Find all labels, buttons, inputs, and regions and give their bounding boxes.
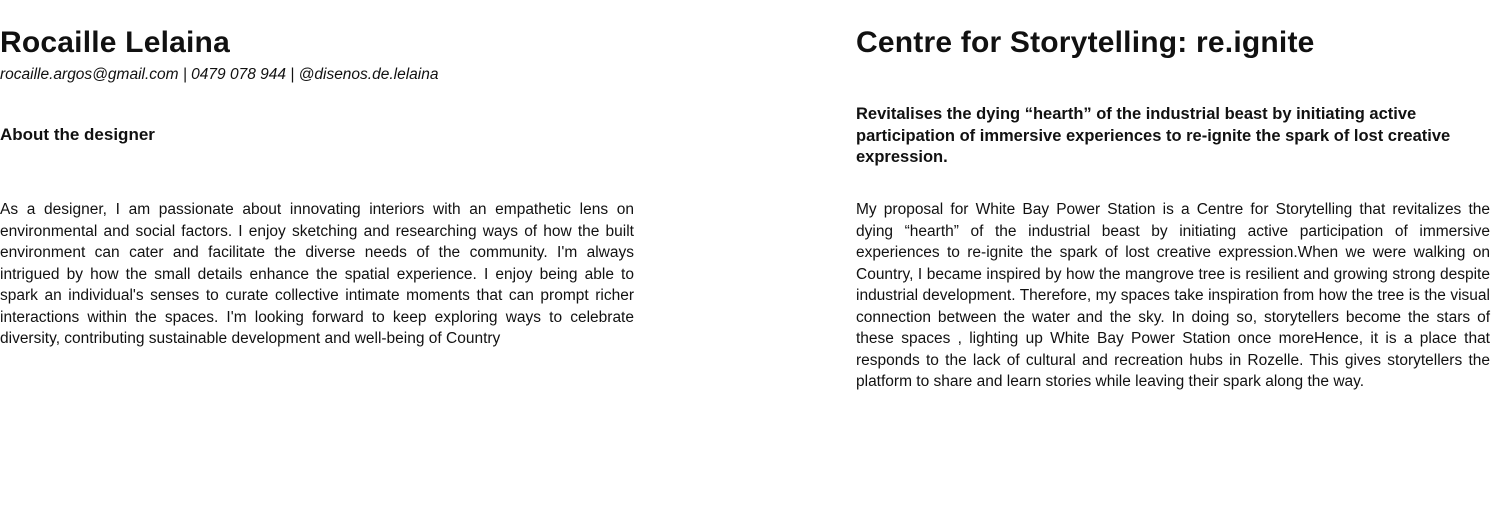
project-body: My proposal for White Bay Power Station is a Centre for Storytelling that revitalizes the dying “hearth” of the industrial beast by initiating active participation of immersive experiences to re-ignite the spark of lost creative expression.When we were walking on Country, I became inspired by how the mangrove tree is resilient and growing strong despite industrial development. Therefore, my spaces take inspiration from how the tree is the visual connection between the water and the sky. In doing so, storytellers become the stars of these spaces , lighting up White Bay Power Station once moreHence, it is a place that responds to the lack of cultural and recreation hubs in Rozelle. This gives storytellers the platform to share and learn stories while leaving their spark along the way. bbox=[856, 201, 1490, 390]
designer-name: Rocaille Lelaina bbox=[0, 26, 230, 59]
about-body: As a designer, I am passionate about innovating interiors with an empathetic lens on environmental and social factors. I enjoy sketching and researching ways of how the built environment can cater and facilitate the diverse needs of the community. I'm always intrigued by how the small details enhance the spatial experience. I enjoy being able to spark an individual's senses to curate collective intimate moments that can prompt richer interactions within the spaces. I'm looking forward to keep exploring ways to celebrate diversity, contributing sustainable development and well-being of Country bbox=[0, 201, 634, 347]
designer-contact: rocaille.argos@gmail.com | 0479 078 944 | @disenos.de.lelaina bbox=[0, 66, 439, 83]
about-heading: About the designer bbox=[0, 125, 155, 144]
project-tagline: Revitalises the dying “hearth” of the industrial beast by initiating active participation of immersive experiences to re-ignite the spark of lost creative expression. bbox=[856, 105, 1451, 166]
project-title: Centre for Storytelling: re.ignite bbox=[856, 26, 1315, 59]
